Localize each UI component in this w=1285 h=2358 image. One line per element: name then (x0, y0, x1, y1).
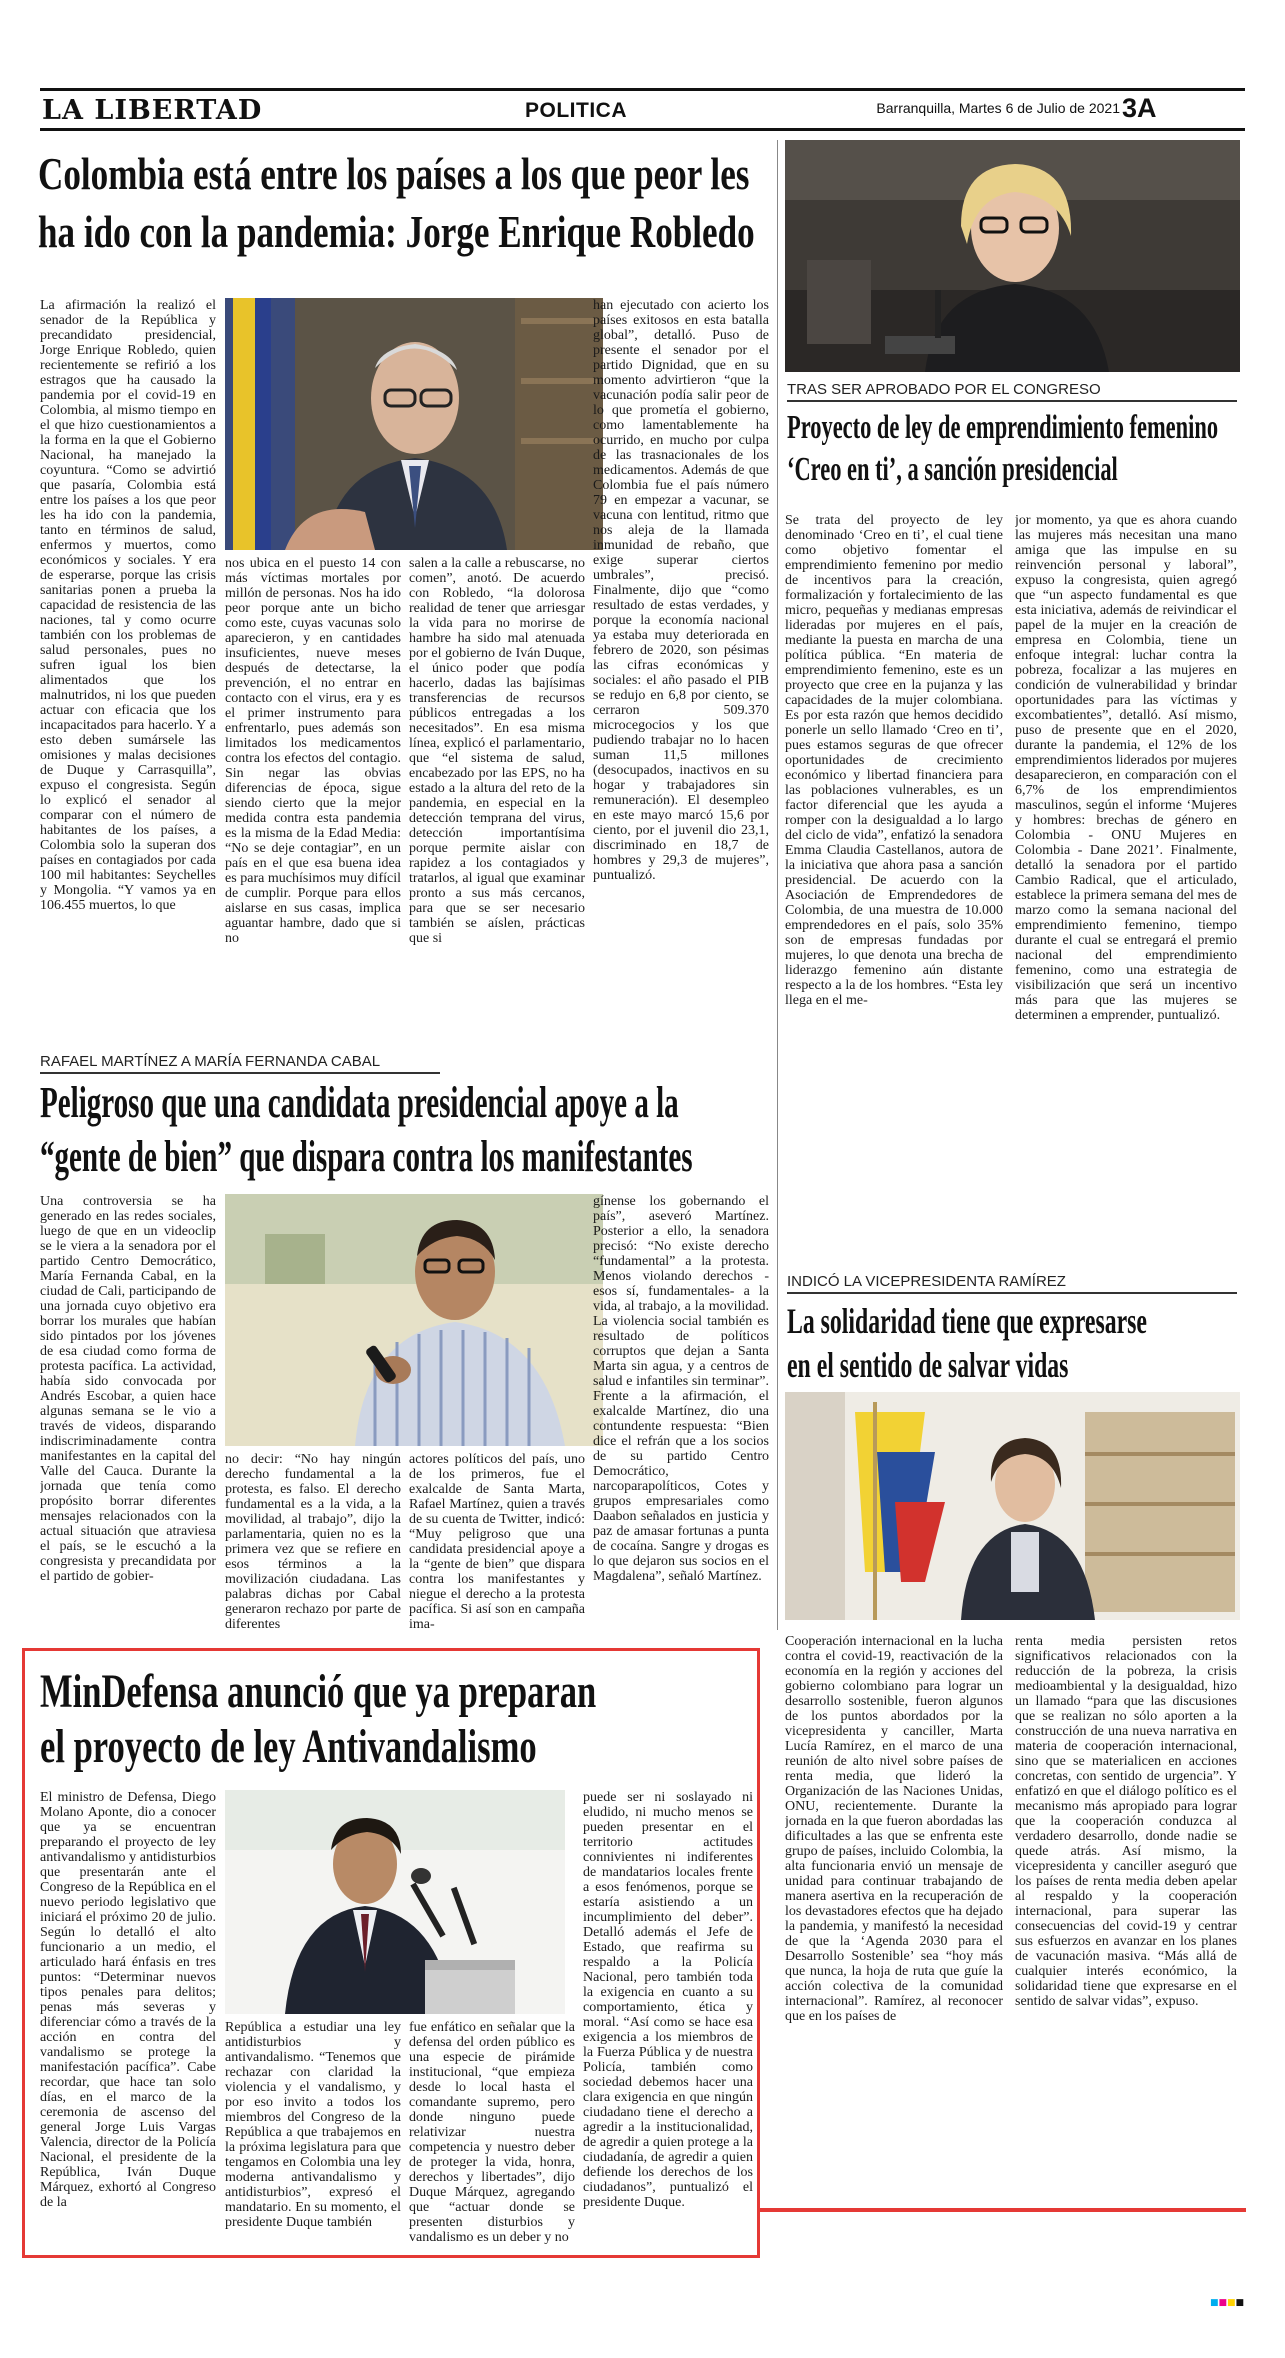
creo-col-1: Se trata del proyecto de ley denominado ‘Creo en ti’, el cual tiene como objetivo fomentar el emprendimiento femenino por medio de incentivos para la creación, formalización y fortalecimiento de las micro, pequeñas y medianas empresas lideradas por mujeres en el país, mediante la puesta en marcha de una política pública. “En materia de emprendimiento femenino, este es un proyecto que cree en la pujanza y las capacidades de la mujer colombiana. Es por esta razón que hemos decidido ponerle un sello llamado ‘Creo en ti’, pues estamos seguras de que ofrecer oportunidades de crecimiento económico y libertad financiera para las poblaciones vulnerables, es un factor diferencial que les ayuda a romper con la desigualdad a lo largo del ciclo de vida”, enfatizó la senadora Emma Claudia Castellanos, autora de la iniciativa que ahora pasa a sanción presidencial. De acuerdo con la Asociación de Emprendedores de Colombia, de una muestra de 10.000 emprendedores en el país, solo 35% son de empresas fundadas por mujeres, lo que denota una brecha de liderazgo femenino aún distante respecto a la de los hombres. “Esta ley llega en el me- (785, 513, 1003, 1008)
robledo-col-2: nos ubica en el puesto 14 con más víctimas mortales por millón de personas. Nos ha ido peor porque ante un bicho como este, cuyas vacunas solo aparecieron, y en cantidades insuficientes, nueve meses después de detectarse, la prevención, el no entrar en contacto con el virus, era y es el primer instrumento para enfrentarlo, pues además son limitados los medicamentos contra los efectos del contagio. Sin negar las obvias diferencias de época, sigue siendo cierto que la mejor medida contra esta pandemia es la misma de la Edad Media: “No se deje contagiar”, en un país en el que esa buena idea es para muchísimos muy difícil de cumplir. Porque para ellos aislarse en sus casas, implica aguantar hambre, dado que si no (225, 556, 401, 946)
photo-molano-image (225, 1790, 565, 2014)
ramirez-kicker: INDICÓ LA VICEPRESIDENTA RAMÍREZ (787, 1273, 1237, 1294)
mindefensa-col-4: puede ser ni soslayado ni eludido, ni mucho menos se pueden presentar en el territorio actitudes connivientes ni indiferentes de mandatarios locales frente a esos fenómenos, porque se estaría asistiendo a un incumplimiento del deber”. Detalló además el Jefe de Estado, que reafirma su respaldo a la Policía Nacional, pero también toda la exigencia en cuanto a su comportamiento, ética y moral. “Así como se hace esa exigencia a los miembros de la Fuerza Pública y de nuestra Policía, también como sociedad debemos hacer una clara exigencia en que ningún ciudadano tiene el derecho a agredir a la institucionalidad, de agredir a quien protege a la ciudadanía, de agredir a quien defiende los derechos de los ciudadanos”, puntualizó el presidente Duque. (583, 1790, 753, 2210)
ramirez-col-2: renta media persisten retos significativos relacionados con la reducción de la pobreza, la crisis medioambiental y la desigualdad, hizo un llamado “para que las discusiones que se realizan no sólo aporten a la construcción de una nueva narrativa en materia de cooperación internacional, sino que se materialicen en acciones concretas, con sentido de urgencia”. Y enfatizó en que el diálogo político es el mecanismo más apropiado para lograr que la cooperación conduzca al verdadero desarrollo, donde nadie se quede atrás. Así mismo, la vicepresidenta y canciller aseguró que los países de renta media deben apelar al respaldo y la cooperación internacional, para superar las consecuencias del covid-19 y centrar sus esfuerzos en avanzar en los planes de vacunación masiva. “Más allá de cualquier interés económico, la solidaridad tiene que expresarse en el sentido de salvar vidas”, expuso. (1015, 1634, 1237, 2009)
mindefensa-col-3: fue enfático en señalar que la defensa del orden público es una especie de pirámide institucional, “que empieza desde lo local hasta el comandante supremo, pero donde ninguno puede relativizar nuestra competencia y nuestro deber de proteger la vida, honra, derechos y libertades”, dijo Duque Márquez, agregando que “actuar donde se presenten disturbios y vandalismo es un deber y no (409, 2020, 575, 2244)
newspaper-name: LA LIBERTAD (42, 95, 263, 126)
bottom-red-rule (760, 2208, 1246, 2212)
headline-mindefensa-line-2: el proyecto de ley Antivandalismo (40, 1720, 537, 1773)
dateline: Barranquilla, Martes 6 de Julio de 2021 (876, 100, 1120, 116)
print-color-marks: ■■■■ (1210, 2298, 1245, 2308)
headline-cabal-line-2: “gente de bien” que dispara contra los manifestantes (40, 1132, 693, 1181)
photo-robledo (225, 298, 603, 550)
cabal-kicker: RAFAEL MARTÍNEZ A MARÍA FERNANDA CABAL (40, 1053, 440, 1074)
photo-martinez (225, 1194, 603, 1446)
robledo-col-3: salen a la calle a rebuscarse, no comen”, anotó. De acuerdo con Robledo, “la dolorosa realidad de tener que arriesgar la vida para no morirse de hambre ha sido mal atenuada por el gobierno de Iván Duque, el único poder que podía hacerlo, dadas las bajísimas transferencias de recursos públicos entregadas a los necesitados”. En esa misma línea, explicó el parlamentario, que “el sistema de salud, encabezado por las EPS, no ha estado a la altura del reto de la pandemia, en especial en la detección temprana del virus, detección importantísima porque permite aislar con rapidez a los contagiados y tratarlos, al igual que examinar pronto a sus más cercanos, para que se ser necesario también se aíslen, prácticas que si (409, 556, 585, 946)
photo-castellanos (785, 140, 1240, 372)
cabal-col-3: actores políticos del país, uno de los primeros, fue el exalcalde de Santa Marta, Rafael Martínez, quien a través de su cuenta de Twitter, indicó: “Muy peligroso que una candidata presidencial apoye a la “gente de bien” que dispara contra los manifestantes y niegue el derecho a la protesta pacífica. Si así son en campaña ima- (409, 1452, 585, 1632)
photo-molano (225, 1790, 565, 2014)
headline-mindefensa-line-1: MinDefensa anunció que ya preparan (40, 1665, 597, 1718)
creo-kicker: TRAS SER APROBADO POR EL CONGRESO (787, 381, 1237, 402)
photo-castellanos-image (785, 140, 1240, 372)
photo-ramirez-image (785, 1392, 1240, 1620)
robledo-col-1: La afirmación la realizó el senador de la República y precandidato presidencial, Jorge Enrique Robledo, quien recientemente se refirió a los estragos que ha causado la pandemia por el covid-19 en Colombia, al mismo tiempo en el que hizo cuestionamientos a la forma en la que el Gobierno Nacional, ha manejado la coyuntura. “Como se advirtió que pasaría, Colombia está entre los países a los que peor les ha ido con la pandemia, tanto en términos de salud, enfermos y muertos, como económicos y sociales. Y era de esperarse, porque las crisis sanitarias ponen a prueba la capacidad de resistencia de las naciones, tal y como ocurre también con los problemas de salud personales, pues no sufren igual los bien alimentados que los malnutridos, ni los que pueden actuar con eficacia que los incapacitados para hacerlo. Y a esto deben sumársele las omisiones y malas decisiones de Duque y Carrasquilla”, expuso el congresista. Según lo explicó el senador al comparar con el número de habitantes de los países, a Colombia solo la superan dos países en contagiados por cada 100 mil habitantes: Seychelles y Mongolia. “Y vamos ya en 106.455 muertos, lo que (40, 298, 216, 913)
headline-ramirez-line-1: La solidaridad tiene que expresarse (787, 1301, 1147, 1341)
cabal-col-2: no decir: “No hay ningún derecho fundamental a la protesta, es falso. El derecho fundamental es a la vida, a la movilidad, al trabajo”, dijo la parlamentaria, quien no es la primera vez que se refiere en esos términos a la movilización ciudadana. Las palabras dichas por Cabal generaron rechazo por parte de diferentes (225, 1452, 401, 1632)
section-name: POLITICA (525, 99, 627, 122)
mindefensa-col-2: República a estudiar una ley antidisturbios y antivandalismo. “Tenemos que rechazar con claridad la violencia y el vandalismo, y por eso invito a todos los miembros del Congreso de la República a que trabajemos en la próxima legislatura para que tengamos en Colombia una ley moderna antivandalismo y antidisturbios”, expresó el mandatario. En su momento, el presidente Duque también (225, 2020, 401, 2230)
headline-robledo-line-2: ha ido con la pandemia: Jorge Enrique Robledo (38, 207, 755, 257)
ramirez-col-1: Cooperación internacional en la lucha contra el covid-19, reactivación de la economía en la región y acciones del gobierno colombiano para lograr un desarrollo sostenible, fueron algunos de los puntos abordados por la vicepresidenta y canciller, Marta Lucía Ramírez, en el marco de una reunión de alto nivel sobre países de renta media, que lideró la Organización de las Naciones Unidas, ONU, recientemente. Durante la jornada en la que fueron abordadas las dificultades a las que se enfrenta este grupo de países, incluido Colombia, la alta funcionaria envió un mensaje de unidad para continuar trabajando de manera asertiva en la recuperación de los devastadores efectos que ha dejado la pandemia, y manifestó la necesidad de que la ‘Agenda 2030 para el Desarrollo Sostenible’ sea “hoy más que nunca, la hoja de ruta que guíe la acción colectiva de la comunidad internacional”. Ramírez, al reconocer que en los países de (785, 1634, 1003, 2024)
headline-robledo-line-1: Colombia está entre los países a los que peor les (38, 149, 750, 199)
page-number: 3A (1122, 93, 1157, 123)
photo-ramirez (785, 1392, 1240, 1620)
header-top-rule (40, 88, 1245, 91)
creo-col-2: jor momento, ya que es ahora cuando las mujeres más necesitan una mano amiga que las impulse en su reinvención personal y laboral”, expuso la congresista, quien agregó que “un aspecto fundamental es que esta iniciativa, además de reivindicar el papel de la mujer en la creación de empresa en Colombia, tiene un enfoque integral: luchar contra la pobreza, focalizar a las mujeres en condición de vulnerabilidad y brindar oportunidades para las víctimas y excombatientes”, detalló. Así mismo, puso de presente que en el 2020, durante la pandemia, el 12% de los emprendimientos liderados por mujeres desaparecieron, en comparación con el 6,7% de los emprendimientos masculinos, según el informe ‘Mujeres y hombres: brechas de género en Colombia - ONU Mujeres en Colombia - Dane 2021’. Finalmente, detalló la senadora por el partido Cambio Radical, que el articulado, establece la primera semana del mes de marzo como la semana nacional del emprendimiento femenino, tiempo durante el cual se entregará el premio nacional del emprendimiento femenino, como una estrategia de visibilización que será un incentivo más para que las mujeres se determinen a emprender, puntualizó. (1015, 513, 1237, 1023)
robledo-col-4: han ejecutado con acierto los países exitosos en esta batalla global”, detalló. Puso de presente el senador por el partido Dignidad, que en su momento advirtieron “que la vacunación podía salir peor de lo que prometía el gobierno, como lamentablemente ha ocurrido, en mucho por culpa de las trasnacionales de los medicamentos. Además de que Colombia fue el país número 79 en empezar a vacunar, se vacuna con lentitud, ritmo que nos aleja de la llamada inmunidad de rebaño, que exige superar ciertos umbrales”, precisó. Finalmente, dijo que “como resultado de estas verdades, y porque la economía nacional ya estaba muy deteriorada en febrero de 2020, son pésimas las cifras económicas y sociales: el año pasado el PIB se redujo en 6,8 por ciento, se cerraron 509.370 microcegocios y los que pudiendo trabajar no lo hacen suman 11,5 millones (desocupados, inactivos en su hogar y trabajadores sin remuneración). El desempleo en este mayo marcó 15,6 por ciento, por el juvenil dio 23,1, discriminado en 18,7 de hombres y 29,3 de mujeres”, puntualizó. (593, 298, 769, 883)
photo-robledo-image (225, 298, 603, 550)
cabal-col-1: Una controversia se ha generado en las redes sociales, luego de que en un videoclip se le viera a la senadora por el partido Centro Democrático, María Fernanda Cabal, en la ciudad de Cali, participando de una jornada cuyo objetivo era borrar los murales que habían sido pintados por los jóvenes de esa ciudad como forma de protesta pacífica. La actividad, había sido convocada por Andrés Escobar, a quien hace algunas semana se le vio a través de videos, disparando indiscriminadamente contra manifestantes en la capital del Valle del Cauca. Durante la jornada que tenía como propósito borrar diferentes mensajes relacionados con la actual situación que atraviesa el país, se le escuchó a la congresista y precandidata por el partido de gobier- (40, 1194, 216, 1584)
headline-creo-line-2: ‘Creo en ti’, a sanción presidencial (787, 451, 1118, 488)
column-divider-right (777, 140, 778, 1630)
headline-creo-line-1: Proyecto de ley de emprendimiento femenino (787, 409, 1219, 446)
cabal-col-4: gínense los gobernando el país”, aseveró Martínez. Posterior a ello, la senadora precisó: “No existe derecho “fundamental” a la protesta. Menos violando derechos -esos sí, fundamentales- a la vida, al trabajo, a la movilidad. La violencia social también es resultado de políticos corruptos que dejan a Santa Marta sin agua, y a centros de salud e infantiles sin terminar”. Frente a la afirmación, el exalcalde Martínez, dio una contundente respuesta: “Bien dice el refrán que a los socios de su partido Centro Democrático, narcoparapolíticos, Cotes y grupos empresariales como Daabon señalados en justicia y paz de amasar fortunas a punta de cocaína. Sangre y drogas es lo que dejaron sus socios en el Magdalena”, señaló Martínez. (593, 1194, 769, 1584)
headline-ramirez-line-2: en el sentido de salvar vidas (787, 1345, 1069, 1385)
mindefensa-col-1: El ministro de Defensa, Diego Molano Aponte, dio a conocer que ya se encuentran preparando el proyecto de ley antivandalismo y antidisturbios que presentarán ante el Congreso de la República en el nuevo periodo legislativo que iniciará el próximo 20 de julio. Según lo detalló el alto funcionario a un medio, el articulado hará énfasis en tres puntos: “Determinar nuevos tipos penales para delitos; penas más severas y diferenciar cómo a través de la acción en contra del vandalismo se protege la manifestación pacífica”. Cabe recordar, que hace tan solo días, en el marco de la ceremonia de ascenso del general Jorge Luis Vargas Valencia, director de la Policía Nacional, el presidente de la República, Iván Duque Márquez, exhortó al Congreso de la (40, 1790, 216, 2210)
header-bottom-rule (40, 128, 1245, 131)
photo-martinez-image (225, 1194, 603, 1446)
headline-cabal-line-1: Peligroso que una candidata presidencial apoye a la (40, 1078, 679, 1127)
